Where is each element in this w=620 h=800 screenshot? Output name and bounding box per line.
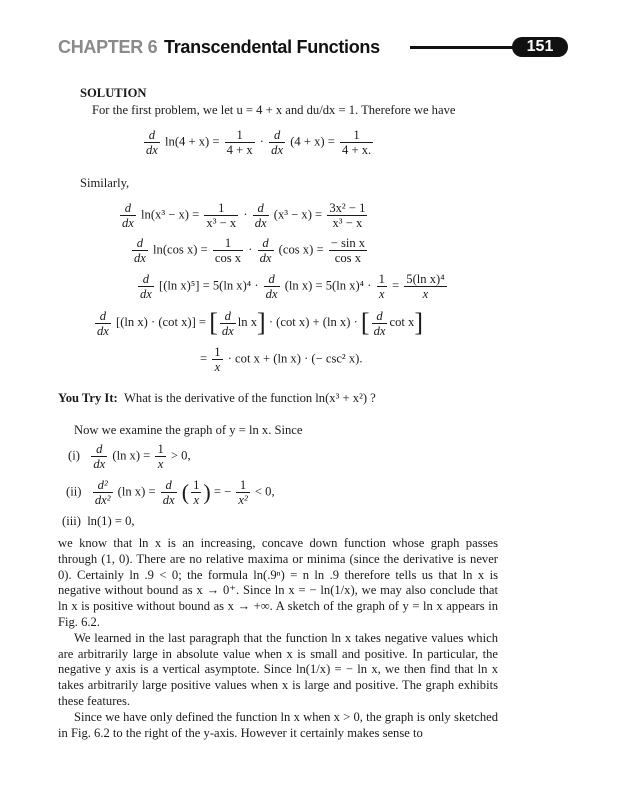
body-text	[58, 536, 498, 741]
you-try-it: You Try It: What is the derivative of the function ln(x³ + x²) ?	[58, 391, 376, 405]
page-number: 151	[512, 37, 568, 57]
item-iii: (iii) ln(1) = 0,	[62, 514, 135, 528]
paragraph-3: Since we have only defined the function ln x when x > 0, the graph is only sketched in Fig. 6.2 to the right of the y-axis. However it certainly makes sense to	[58, 709, 498, 740]
similarly-text: Similarly,	[80, 176, 130, 190]
examine-text: Now we examine the graph of y = ln x. Since	[74, 423, 303, 437]
item-i: (i) $\frac{d}{dx}$ (ln x) = $\frac{1}{x}$ > 0,	[68, 442, 191, 471]
equation-5: $\frac{d}{dx}$ [(ln x) · (cot x)] = [ $\frac{d}{dx}$ ln x] · (cot x) + (ln x) · [ $\frac{d}{dx}$ cot x]	[97, 308, 423, 338]
item-ii: (ii) $\frac{\text{d²}}{\text{dx²}}$ (ln x) = $\frac{d}{dx}$ ( $\frac{1}{x}$ ) = − $\frac{1}{\text{x²}}$ < 0,	[66, 478, 275, 507]
solution-heading: SOLUTION	[80, 86, 147, 100]
paragraph-2: We learned in the last paragraph that the function ln x takes negative values which are arbitrarily large in absolute value when x is small and positive. In particular, the negative y axis is a vertical asymptote. Since ln(1/x) = − ln x, we then find that ln x takes arbitrarily large positive values when x is large and positive. The graph exhibits these features.	[58, 630, 498, 708]
page-header	[58, 37, 570, 59]
intro-text: For the first problem, we let u = 4 + x and du/dx = 1. Therefore we have	[92, 103, 456, 117]
equation-2: $\frac{d}{dx}$ ln(x³ − x) = $\frac{1}{\text{x³ − x}}$ · $\frac{d}{dx}$ (x³ − x) = $\frac{\text{3x² − 1}}{\text{x³ − x}}$	[122, 201, 366, 230]
chapter-title: Transcendental Functions	[164, 37, 380, 57]
equation-3: $\frac{d}{dx}$ ln(cos x) = $\frac{1}{\text{cos x}}$ · $\frac{d}{dx}$ (cos x) = $\frac{\text{− sin x}}{\text{cos x}}$	[134, 236, 366, 265]
equation-1: $\frac{d}{dx}$ ln(4 + x) = $\frac{1}{4 + x}$ · $\frac{d}{dx}$ (4 + x) = $\frac{1}{4 + x.}$	[146, 128, 372, 157]
equation-4: $\frac{d}{dx}$ [(ln x)⁵] = 5(ln x)⁴ · $\frac{d}{dx}$ (ln x) = 5(ln x)⁴ · $\frac{1}{x}$ = $\frac{\text{5(ln x)⁴}}{x}$	[140, 272, 445, 301]
paragraph-1: we know that ln x is an increasing, concave down function whose graph passes through (1, 0). There are no relative maxima or minima (since the derivative is never 0). Certainly ln .9 < 0; the formula ln(.9ⁿ) = n ln .9 therefore tells us that ln x is negative without bound as x → 0⁺. Since ln x = − ln(1/x), we may also conclude that ln x is positive without bound as x → +∞. A sketch of the graph of y = ln x appears in Fig. 6.2.	[58, 536, 498, 629]
equation-6: = $\frac{1}{x}$ · cot x + (ln x) · (− csc² x).	[200, 345, 363, 374]
chapter-label: CHAPTER 6	[58, 37, 158, 57]
